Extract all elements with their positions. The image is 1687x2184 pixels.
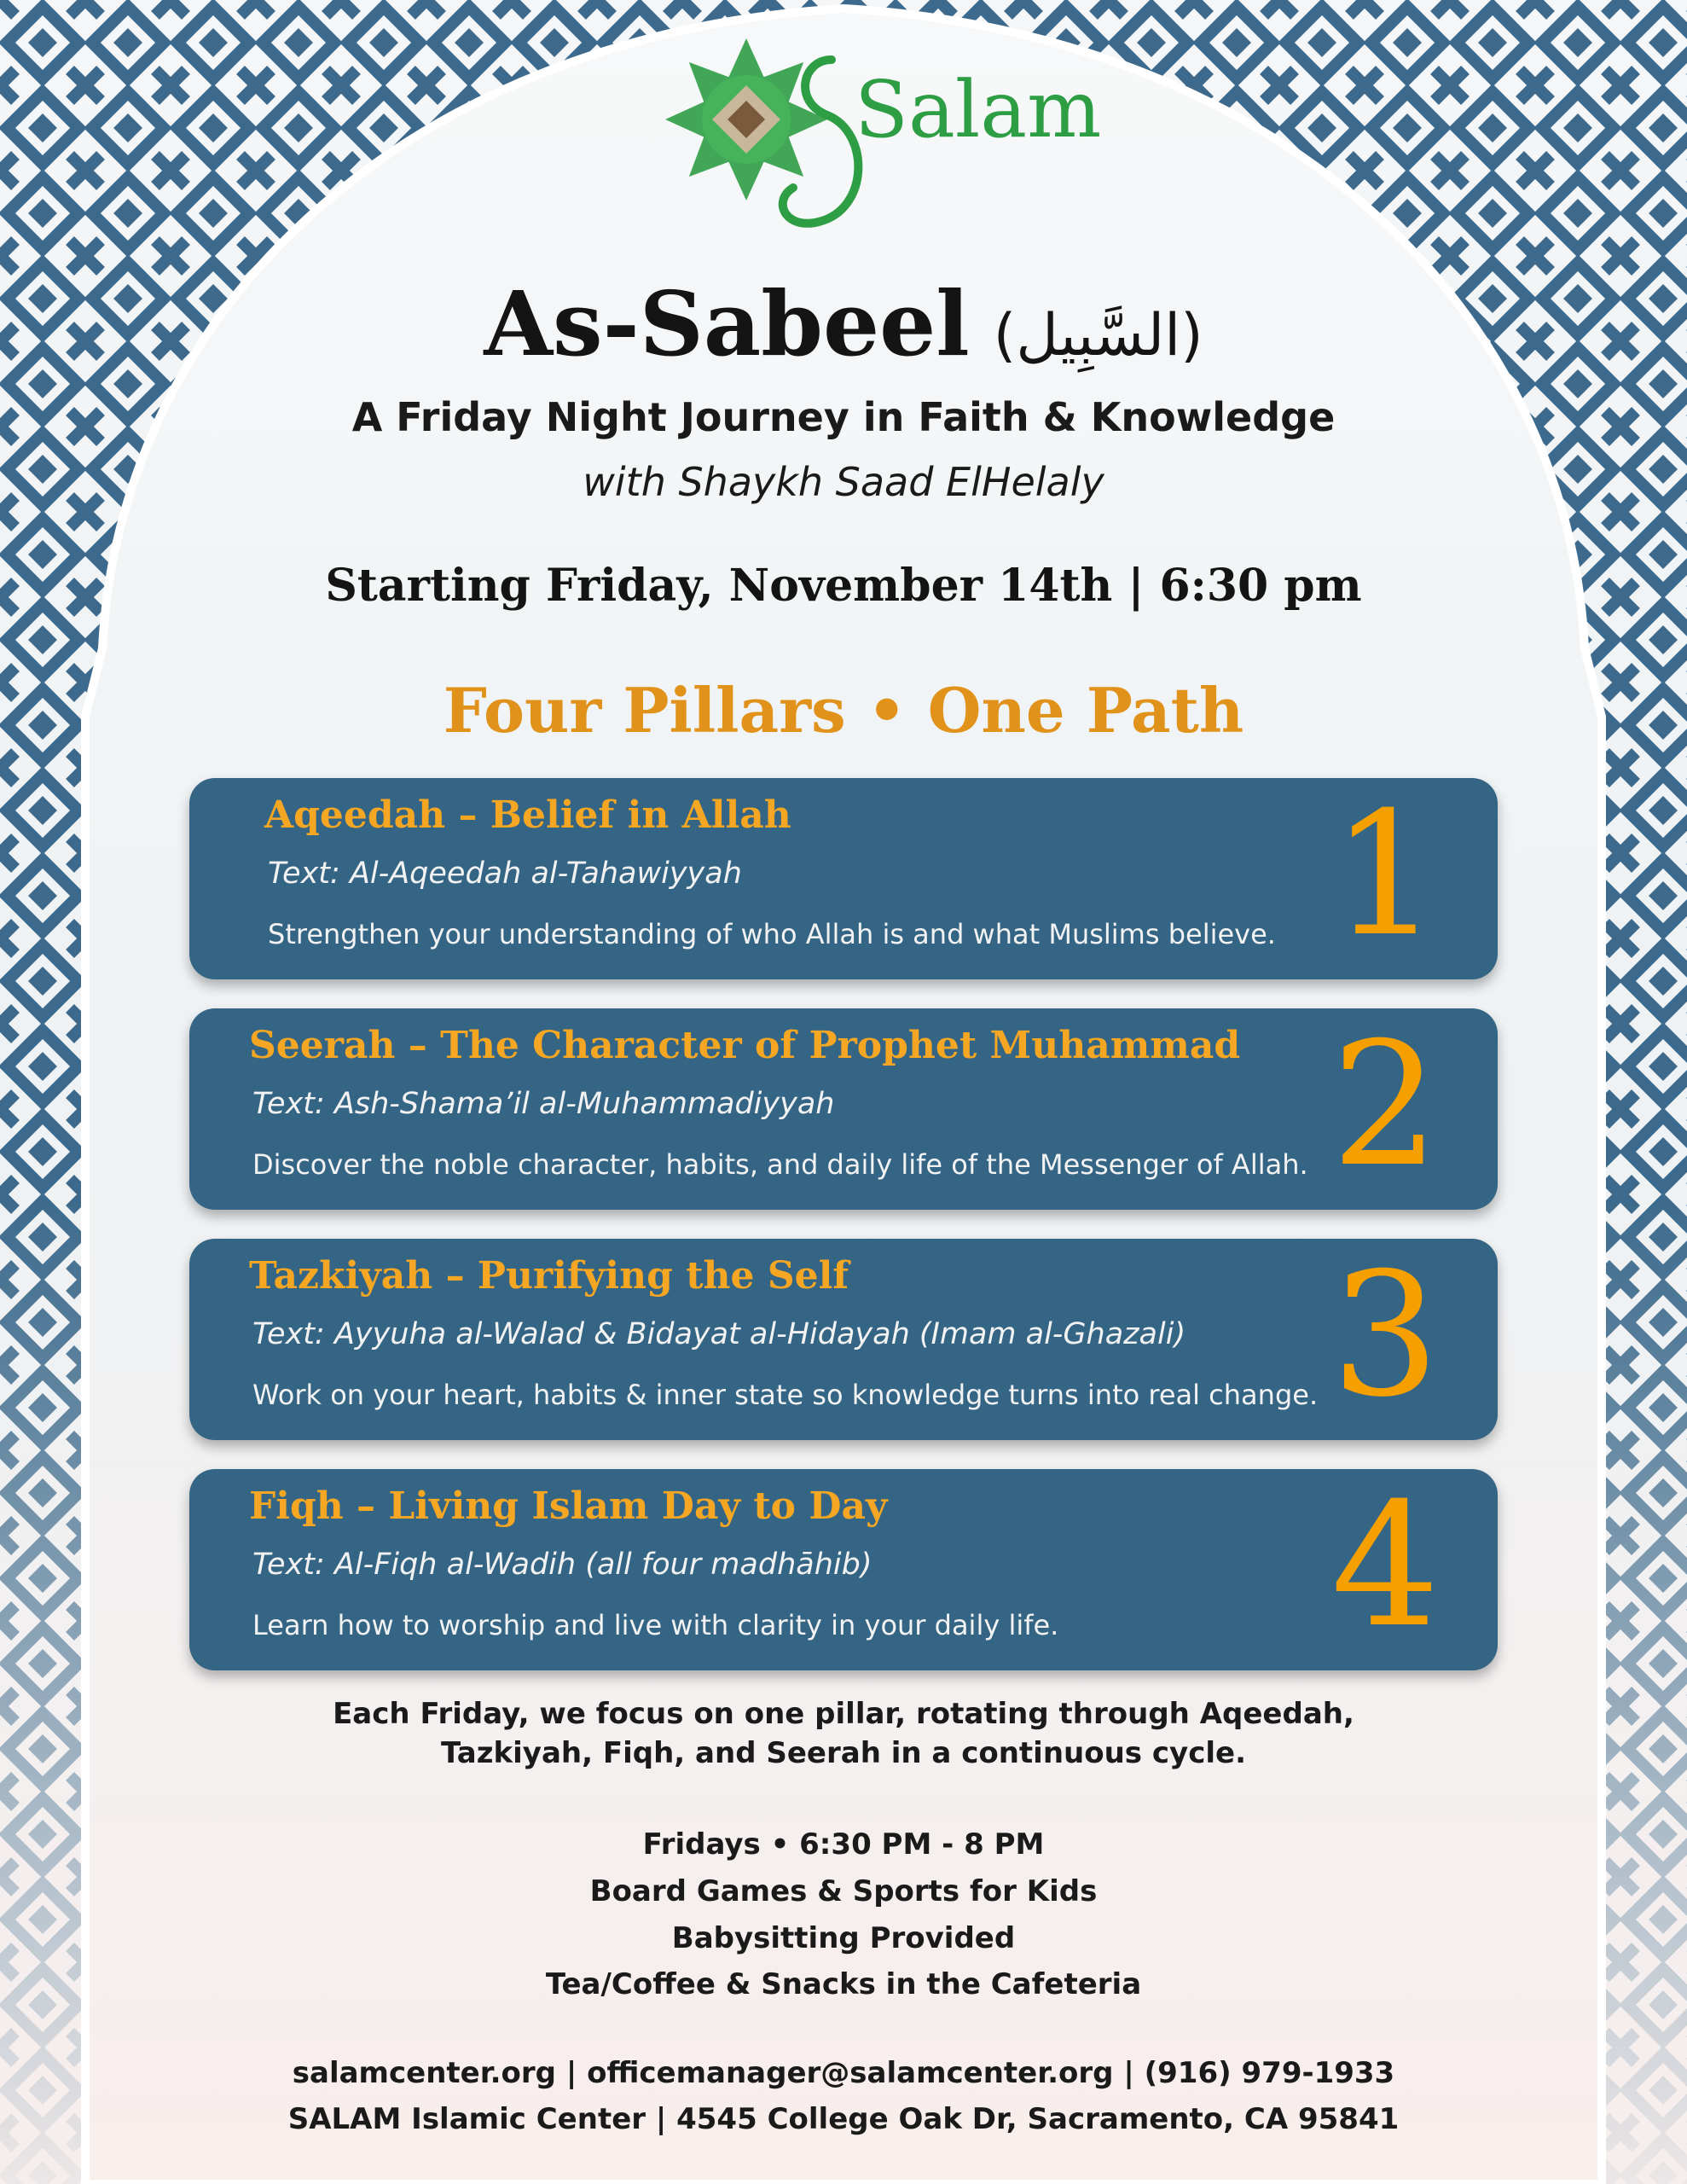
salam-logo (657, 26, 1102, 247)
detail-refreshments: Tea/Coffee & Snacks in the Cafeteria (545, 1967, 1142, 2001)
start-date: Starting Friday, November 14th | 6:30 pm (325, 560, 1362, 612)
pillar-card-aqeedah (189, 775, 1498, 979)
pillar-title: Aqeedah – Belief in Allah (264, 793, 791, 837)
detail-schedule: Fridays • 6:30 PM - 8 PM (642, 1827, 1045, 1862)
rotation-note (0, 1694, 1687, 1773)
detail-kids-activities: Board Games & Sports for Kids (589, 1874, 1098, 1908)
detail-babysitting: Babysitting Provided (671, 1921, 1016, 1955)
title-arabic: (السَّبِيل) (993, 302, 1203, 369)
pillar-number: 3 (1330, 1236, 1440, 1435)
event-subtitle: A Friday Night Journey in Faith & Knowledge (351, 394, 1336, 440)
tagline: Four Pillars • One Path (443, 674, 1244, 746)
pillar-description: Learn how to worship and live with clarity in your daily life. (252, 1609, 1059, 1641)
pillar-title: Fiqh – Living Islam Day to Day (249, 1484, 888, 1528)
pillar-title: Tazkiyah – Purifying the Self (249, 1254, 849, 1298)
pillar-description: Work on your heart, habits & inner state so knowledge turns into real change. (252, 1379, 1319, 1411)
pillar-text: Text: Ayyuha al-Walad & Bidayat al-Hidayah (Imam al-Ghazali) (252, 1317, 1186, 1351)
pillar-text: Text: Ash-Shama’il al-Muhammadiyyah (252, 1087, 835, 1121)
pillar-description: Strengthen your understanding of who Allah is and what Muslims believe. (268, 918, 1276, 950)
contact-info: salamcenter.org | officemanager@salamcenter.org | (916) 979-1933 (292, 2056, 1395, 2090)
pillar-card-fiqh (189, 1469, 1498, 1670)
pillar-card-tazkiyah (189, 1236, 1498, 1440)
title-english: As-Sabeel (484, 271, 970, 376)
pillar-card-seerah (189, 1008, 1498, 1210)
pillar-description: Discover the noble character, habits, and daily life of the Messenger of Allah. (252, 1148, 1308, 1181)
pillar-number: 2 (1330, 1006, 1440, 1205)
pillar-number: 1 (1330, 775, 1440, 974)
pillar-text: Text: Al-Aqeedah al-Tahawiyyah (268, 857, 742, 891)
pillar-text: Text: Al-Fiqh al-Wadih (all four madhāhib) (252, 1548, 872, 1582)
speaker-byline: with Shaykh Saad ElHelaly (583, 459, 1104, 505)
pillar-number: 4 (1330, 1467, 1440, 1665)
address: SALAM Islamic Center | 4545 College Oak Dr, Sacramento, CA 95841 (287, 2102, 1400, 2136)
rotation-note-line1: Each Friday, we focus on one pillar, rotating through Aqeedah, (333, 1697, 1354, 1731)
event-title (0, 271, 1687, 376)
pillar-title: Seerah – The Character of Prophet Muhammad (249, 1024, 1241, 1067)
rotation-note-line2: Tazkiyah, Fiqh, and Seerah in a continuous cycle. (441, 1736, 1246, 1770)
svg-text:Salam: Salam (855, 64, 1102, 155)
